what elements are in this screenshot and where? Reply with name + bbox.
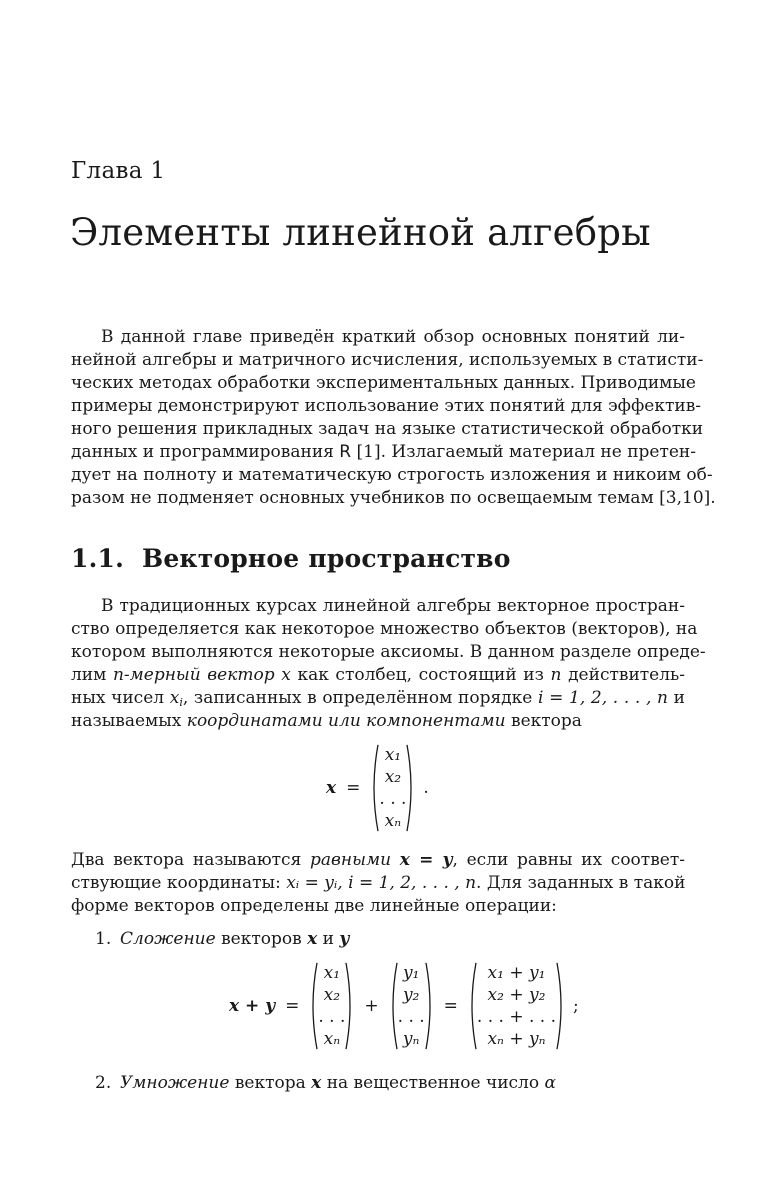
column-vector-sum xyxy=(468,962,565,1050)
vector-cell: xₙ xyxy=(323,1029,341,1049)
vector-cell: xₙ + yₙ xyxy=(487,1029,546,1049)
equals-sign: = xyxy=(285,996,300,1016)
text-run: ных чисел xyxy=(71,688,165,708)
intro-text: [1]. Излагаемый материал не претен- xyxy=(356,442,697,462)
intro-text: данных и программирования xyxy=(71,442,334,462)
vector-cell: y₁ xyxy=(402,963,420,983)
list-item-multiplication xyxy=(95,1073,556,1093)
term-addition: Сложение xyxy=(120,929,216,949)
math-y-bold: y xyxy=(339,929,350,949)
r-language-name: R xyxy=(339,442,352,462)
term-multiplication: Умножение xyxy=(120,1073,230,1093)
vector-cell: x₂ + y₂ xyxy=(487,985,546,1005)
vector-cell: x₂ xyxy=(384,767,402,787)
paragraph-line: В традиционных курсах линейной алгебры векторное простран- xyxy=(101,596,685,616)
text-run: и xyxy=(673,688,686,708)
intro-line: разом не подменяет основных учебников по освещаемым темам [3,10]. xyxy=(71,488,716,508)
section-title: Векторное пространство xyxy=(142,544,511,573)
equals-sign: = xyxy=(346,778,361,798)
text-run: и xyxy=(322,929,334,949)
section-number: 1.1. xyxy=(71,544,124,573)
intro-line xyxy=(71,441,697,464)
vector-cell: x₂ xyxy=(323,985,341,1005)
paragraph-line xyxy=(71,687,685,710)
left-paren-icon xyxy=(370,744,379,832)
chapter-label: Глава 1 xyxy=(71,158,166,184)
intro-line: ческих методах обработки экспериментальных данных. Приводимые xyxy=(71,373,696,393)
plus-sign: + xyxy=(364,996,379,1016)
list-number: 1. xyxy=(95,929,112,949)
vector-cell: y₂ xyxy=(402,985,420,1005)
text-run: Два вектора называются xyxy=(71,850,302,870)
column-vector-x xyxy=(309,962,354,1050)
math-index-range: i = 1, 2, . . . , n xyxy=(538,688,668,708)
intro-line: ного решения прикладных задач на языке статистической обработки xyxy=(71,419,704,439)
text-run: векторов xyxy=(221,929,302,949)
text-run: действитель- xyxy=(568,665,686,685)
paragraph-line xyxy=(71,872,685,895)
list-number: 2. xyxy=(95,1073,112,1093)
right-paren-icon xyxy=(406,744,415,832)
vector-x-equation xyxy=(326,744,429,832)
intro-line: дует на полноту и математическую строгость изложения и никоим об- xyxy=(71,465,713,485)
text-run: называемых xyxy=(71,711,182,731)
paragraph-line: форме векторов определены две линейные операции: xyxy=(71,896,557,916)
paragraph-line: котором выполняются некоторые аксиомы. В данном разделе опреде- xyxy=(71,642,706,662)
math-x-plus-y: x + y xyxy=(229,996,276,1016)
equation-period: . xyxy=(423,778,429,798)
vector-cell: yₙ xyxy=(402,1029,420,1049)
chapter-title: Элементы линейной алгебры xyxy=(70,211,651,254)
text-run: , если равны их соответ- xyxy=(452,850,685,870)
equality-paragraph xyxy=(71,849,685,918)
math-coordinate-equality: xᵢ = yᵢ, i = 1, 2, . . . , n xyxy=(286,873,477,893)
vector-cell: . . . xyxy=(318,1007,346,1027)
vector-definition-paragraph xyxy=(71,595,706,733)
math-x-bold: x xyxy=(326,778,337,798)
text-run: лим xyxy=(71,665,107,685)
column-vector-y xyxy=(389,962,434,1050)
text-run: на вещественное число xyxy=(326,1073,540,1093)
term-coordinates: координатами или компонентами xyxy=(186,711,506,731)
vector-cell: . . . xyxy=(379,789,407,809)
math-sub-i: i xyxy=(179,696,183,709)
text-run: ствующие координаты: xyxy=(71,873,281,893)
right-paren-icon xyxy=(556,962,565,1050)
left-paren-icon xyxy=(309,962,318,1050)
column-vector-x xyxy=(370,744,415,832)
vector-cell: . . . xyxy=(397,1007,425,1027)
left-paren-icon xyxy=(389,962,398,1050)
equals-sign: = xyxy=(443,996,458,1016)
text-run: как столбец, состоящий из xyxy=(297,665,544,685)
vector-sum-equation xyxy=(229,962,579,1050)
paragraph-line: ство определяется как некоторое множество объектов (векторов), на xyxy=(71,619,698,639)
term-equal: равными xyxy=(310,850,392,870)
list-item-addition xyxy=(95,929,349,949)
left-paren-icon xyxy=(468,962,477,1050)
intro-paragraph xyxy=(71,326,716,510)
math-alpha: α xyxy=(544,1073,556,1093)
intro-line: В данной главе приведён краткий обзор основных понятий ли- xyxy=(101,327,685,347)
vector-cell: xₙ xyxy=(384,811,402,831)
right-paren-icon xyxy=(345,962,354,1050)
text-run: вектора xyxy=(511,711,582,731)
intro-line: примеры демонстрируют использование этих понятий для эффектив- xyxy=(71,396,702,416)
equation-semicolon: ; xyxy=(573,996,579,1016)
paragraph-line xyxy=(71,710,685,733)
vector-cell: x₁ xyxy=(323,963,341,983)
math-n: n xyxy=(550,665,562,685)
intro-line: нейной алгебры и матричного исчисления, используемых в статисти- xyxy=(71,350,704,370)
vector-cell: . . . + . . . xyxy=(476,1007,557,1027)
section-heading xyxy=(71,544,511,573)
paragraph-line xyxy=(71,664,685,687)
term-n-vector: n-мерный вектор x xyxy=(112,665,291,685)
right-paren-icon xyxy=(425,962,434,1050)
text-run: , записанных в определённом порядке xyxy=(182,688,533,708)
vector-cell: x₁ + y₁ xyxy=(487,963,546,983)
math-xi xyxy=(170,688,183,708)
vector-cell: x₁ xyxy=(384,745,402,765)
text-run: . Для заданных в такой xyxy=(476,873,686,893)
math-x-bold: x xyxy=(307,929,318,949)
text-run: вектора xyxy=(234,1073,306,1093)
math-x: x xyxy=(169,688,180,708)
paragraph-line xyxy=(71,849,685,872)
math-x-eq-y: x = y xyxy=(399,850,453,870)
math-x-bold: x xyxy=(311,1073,322,1093)
